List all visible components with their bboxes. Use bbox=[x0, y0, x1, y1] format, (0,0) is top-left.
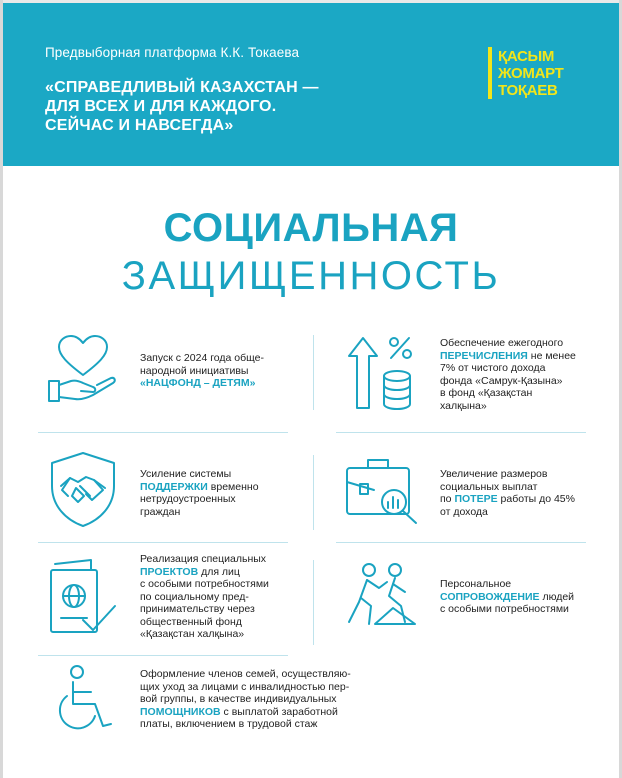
item-highlight: ПЕРЕЧИСЛЕНИЯ bbox=[440, 349, 528, 362]
item-payments bbox=[440, 468, 575, 518]
item-highlight: СОПРОВОЖДЕНИЕ bbox=[440, 590, 540, 603]
row-divider bbox=[38, 655, 288, 656]
document-check-icon bbox=[47, 558, 119, 638]
item-highlight: ПОДДЕРЖКИ bbox=[140, 480, 208, 493]
item-text-line: Обеспечение ежегодного bbox=[440, 337, 564, 349]
item-text: людей bbox=[539, 590, 575, 603]
header-banner bbox=[3, 3, 619, 166]
item-text: для лиц bbox=[198, 565, 240, 578]
item-text-line: халқына» bbox=[440, 399, 487, 412]
briefcase-search-icon bbox=[344, 456, 420, 526]
growth-percent-icon bbox=[345, 332, 417, 412]
row-divider bbox=[336, 542, 586, 543]
item-text-line bbox=[140, 566, 269, 579]
column-divider bbox=[313, 560, 314, 645]
row-divider bbox=[336, 432, 586, 433]
item-text-line: принимательству через bbox=[140, 603, 255, 615]
item-text-line: «Қазақстан халқына» bbox=[140, 628, 245, 640]
shield-handshake-icon bbox=[48, 450, 118, 528]
item-text: временно bbox=[207, 480, 259, 493]
page-subtitle: ЗАЩИЩЕННОСТЬ bbox=[121, 254, 501, 298]
item-highlight: «НАЦФОНД – ДЕТЯМ» bbox=[140, 377, 256, 389]
candidate-logo bbox=[488, 41, 584, 105]
logo-line: ТОҚАЕВ bbox=[498, 82, 558, 99]
item-text-line: Запуск с 2024 года обще- bbox=[140, 352, 265, 364]
item-projects bbox=[140, 553, 269, 641]
logo-line: ЖОМАРТ bbox=[498, 65, 564, 82]
item-text-line: с особыми потребностями bbox=[140, 578, 269, 590]
item-text-line: социальных выплат bbox=[440, 480, 538, 493]
item-text-line: Персональное bbox=[440, 578, 512, 590]
item-natsfond bbox=[140, 352, 264, 390]
item-text-line: Реализация специальных bbox=[140, 553, 267, 565]
item-text-line: Оформление членов семей, осуществляю- bbox=[140, 668, 351, 680]
column-divider bbox=[313, 335, 314, 410]
item-transfers bbox=[440, 337, 576, 412]
item-text-line: платы, включением в трудовой стаж bbox=[140, 718, 318, 730]
helping-people-icon bbox=[345, 562, 419, 630]
item-text-line: нетрудоустроенных bbox=[140, 493, 236, 505]
item-text: работы до 45% bbox=[497, 493, 575, 505]
item-text-line: Усиление системы bbox=[140, 468, 232, 480]
item-text-line bbox=[440, 350, 576, 363]
item-support bbox=[140, 468, 259, 518]
hand-heart-icon bbox=[45, 335, 121, 403]
row-divider bbox=[38, 432, 288, 433]
item-text-line bbox=[140, 706, 351, 719]
item-text-line: в фонд «Қазақстан bbox=[440, 387, 533, 399]
logo-bar bbox=[488, 47, 492, 99]
item-highlight: ПОТЕРЕ bbox=[454, 493, 498, 505]
item-text-line: с особыми потребностями bbox=[440, 603, 569, 615]
item-text-line: граждан bbox=[140, 505, 181, 518]
logo-line: ҚАСЫМ bbox=[498, 48, 555, 65]
slogan-line: СЕЙЧАС И НАВСЕГДА» bbox=[45, 117, 234, 134]
slogan-line: «СПРАВЕДЛИВЫЙ КАЗАХСТАН — bbox=[45, 79, 319, 96]
item-accompany bbox=[440, 578, 574, 616]
item-text-line: от дохода bbox=[440, 505, 488, 518]
item-text-line: фонда «Самрук-Қазына» bbox=[440, 374, 563, 387]
item-text: с выплатой заработной bbox=[220, 705, 338, 718]
item-text-line bbox=[440, 493, 575, 506]
row-divider bbox=[38, 542, 288, 543]
item-text-line: щих уход за лицами с инвалидностью пер- bbox=[140, 680, 350, 693]
slogan bbox=[45, 78, 405, 135]
item-highlight: ПОМОЩНИКОВ bbox=[140, 705, 221, 718]
page-title: СОЦИАЛЬНАЯ bbox=[163, 206, 459, 250]
wheelchair-icon bbox=[55, 664, 119, 736]
column-divider bbox=[313, 455, 314, 530]
item-helpers bbox=[140, 668, 351, 731]
item-text: по bbox=[440, 493, 455, 505]
item-text-line: народной инициативы bbox=[140, 364, 249, 377]
item-text-line bbox=[140, 481, 259, 494]
slogan-line: ДЛЯ ВСЕХ И ДЛЯ КАЖДОГО. bbox=[45, 98, 277, 115]
platform-subtitle: Предвыборная платформа К.К. Токаева bbox=[45, 45, 300, 60]
item-text-line bbox=[440, 591, 574, 604]
item-text: не менее bbox=[527, 349, 576, 362]
item-text-line: по социальному пред- bbox=[140, 590, 249, 603]
item-text-line: 7% от чистого дохода bbox=[440, 362, 546, 374]
item-text-line: общественный фонд bbox=[140, 615, 242, 628]
item-text-line: вой группы, в качестве индивидуальных bbox=[140, 693, 337, 705]
item-highlight: ПРОЕКТОВ bbox=[140, 565, 199, 578]
item-text-line: Увеличение размеров bbox=[440, 468, 548, 480]
